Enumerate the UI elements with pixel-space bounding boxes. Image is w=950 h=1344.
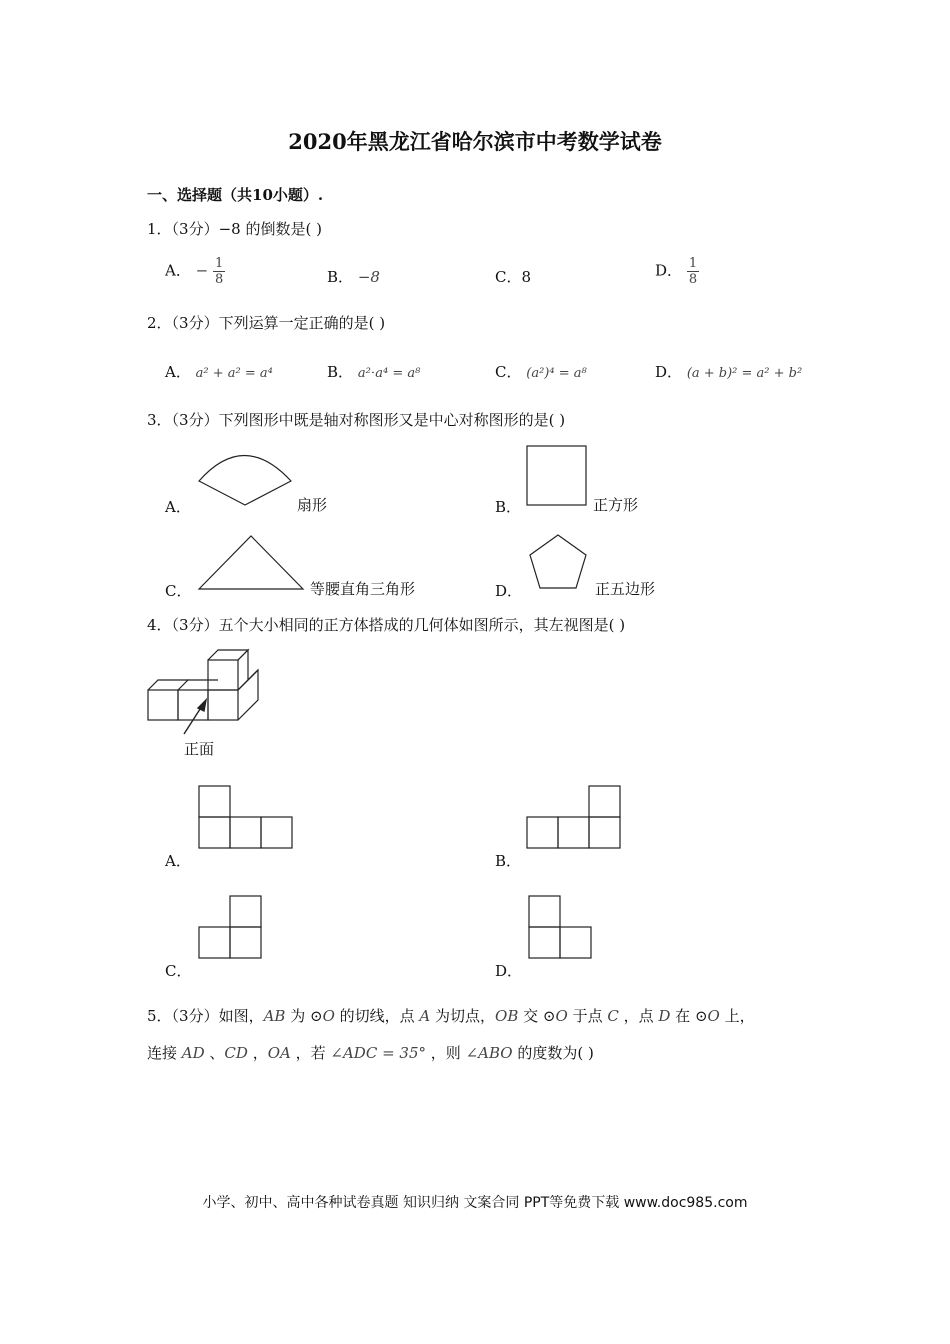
question-4-stem: 4．（3分）五个大小相同的正方体搭成的几何体如图所示，其左视图是( ) [147, 616, 626, 634]
q4-option-c-label: C． [165, 962, 192, 980]
square-figure [525, 444, 589, 508]
q5-text: ，点 [618, 1007, 659, 1025]
q5-math-o: O [707, 1007, 720, 1025]
isosceles-right-triangle-figure [196, 533, 306, 593]
q1-option-a-sign: − [195, 261, 209, 280]
sector-figure [196, 444, 296, 508]
q5-text: 、 [204, 1044, 225, 1062]
q5-math-cd: CD [224, 1044, 248, 1062]
q3-label-sector: 扇形 [297, 496, 328, 514]
q4-option-b-view [525, 784, 623, 850]
q5-text: ，若 [290, 1044, 331, 1062]
q5-text: 上， [719, 1007, 755, 1025]
q3-option-b-label: B． [495, 498, 522, 516]
question-5-line-2 [147, 1042, 594, 1063]
q5-math-o: O [322, 1007, 335, 1025]
q2-option-a [165, 361, 273, 382]
front-face-label: 正面 [184, 740, 215, 758]
cube-solid-figure [144, 648, 264, 748]
q5-text: 5．（3分）如图， [147, 1007, 264, 1025]
q2-option-c-math: (a²)⁴ = a⁸ [526, 366, 587, 381]
q3-option-d-label: D． [495, 582, 523, 600]
q2-option-c [495, 361, 587, 382]
section-heading: 一、选择题（共10小题）. [147, 186, 324, 204]
q1-option-c: C．8 [495, 268, 532, 286]
q1-option-a-label: A． [165, 261, 191, 280]
q5-math-c: C [607, 1007, 619, 1025]
q1-d-numerator: 1 [688, 256, 698, 271]
q5-text: 在 ⊙ [670, 1007, 708, 1025]
q4-option-d-label: D． [495, 962, 523, 980]
q1-option-b [327, 266, 380, 287]
q5-math-o: O [555, 1007, 568, 1025]
q5-text: 为切点， [430, 1007, 496, 1025]
q2-option-d [655, 361, 802, 382]
q4-option-a-label: A． [165, 852, 191, 870]
q1-option-d-fraction [687, 256, 699, 287]
page-title: 2020年黑龙江省哈尔滨市中考数学试卷 [288, 129, 662, 154]
q1-a-denominator: 8 [214, 272, 224, 287]
q2-option-b-math: a²⋅a⁴ = a⁸ [357, 366, 421, 381]
q2-option-d-math: (a + b)² = a² + b² [686, 366, 803, 381]
q1-option-d [655, 256, 699, 287]
q5-text: ，则 [426, 1044, 466, 1062]
q2-option-b-label: B． [327, 363, 354, 381]
q5-text: ， [247, 1044, 268, 1062]
q5-text: 的切线，点 [334, 1007, 420, 1025]
q5-math-d: D [658, 1007, 671, 1025]
q2-option-c-label: C． [495, 363, 522, 381]
q3-option-a-label: A． [165, 498, 191, 516]
q5-math-oa: OA [267, 1044, 291, 1062]
q4-option-c-view [197, 894, 265, 960]
q2-option-b [327, 361, 420, 382]
q4-option-d-view [527, 894, 595, 960]
q5-text: 连接 [147, 1044, 182, 1062]
question-5-line-1 [147, 1005, 755, 1026]
q5-math-ab: AB [263, 1007, 286, 1025]
q2-option-a-label: A． [165, 363, 191, 381]
q1-option-b-value: −8 [357, 268, 380, 286]
question-3-stem: 3．（3分）下列图形中既是轴对称图形又是中心对称图形的是( ) [147, 411, 566, 429]
q1-option-d-label: D． [655, 261, 683, 280]
q5-text: 的度数为( ) [512, 1044, 594, 1062]
q5-math-ad: AD [181, 1044, 205, 1062]
pentagon-figure [527, 532, 591, 592]
q3-label-square: 正方形 [593, 496, 639, 514]
q3-option-c-label: C． [165, 582, 192, 600]
q2-option-d-label: D． [655, 363, 683, 381]
q5-math-angle-adc: ∠ADC = 35° [330, 1044, 427, 1062]
q1-option-a-fraction [213, 256, 225, 287]
q3-label-triangle: 等腰直角三角形 [310, 580, 416, 598]
q5-math-a: A [419, 1007, 431, 1025]
question-1-stem: 1．（3分）−8 的倒数是( ) [147, 220, 322, 238]
q1-option-b-label: B． [327, 268, 354, 286]
q4-option-a-view [197, 784, 295, 850]
q1-a-numerator: 1 [214, 256, 224, 271]
q5-text: 为 ⊙ [285, 1007, 323, 1025]
q5-text: 交 ⊙ [518, 1007, 556, 1025]
q4-option-b-label: B． [495, 852, 522, 870]
question-2-stem: 2．（3分）下列运算一定正确的是( ) [147, 314, 386, 332]
q5-math-ob: OB [495, 1007, 519, 1025]
page-footer: 小学、初中、高中各种试卷真题 知识归纳 文案合同 PPT等免费下载 www.doc985.com [202, 1195, 748, 1211]
q1-option-a [165, 256, 225, 287]
q2-option-a-math: a² + a² = a⁴ [195, 366, 273, 381]
q5-math-angle-abo: ∠ABO [465, 1044, 513, 1062]
q3-label-pentagon: 正五边形 [595, 580, 656, 598]
q1-d-denominator: 8 [688, 272, 698, 287]
q5-text: 于点 [567, 1007, 608, 1025]
